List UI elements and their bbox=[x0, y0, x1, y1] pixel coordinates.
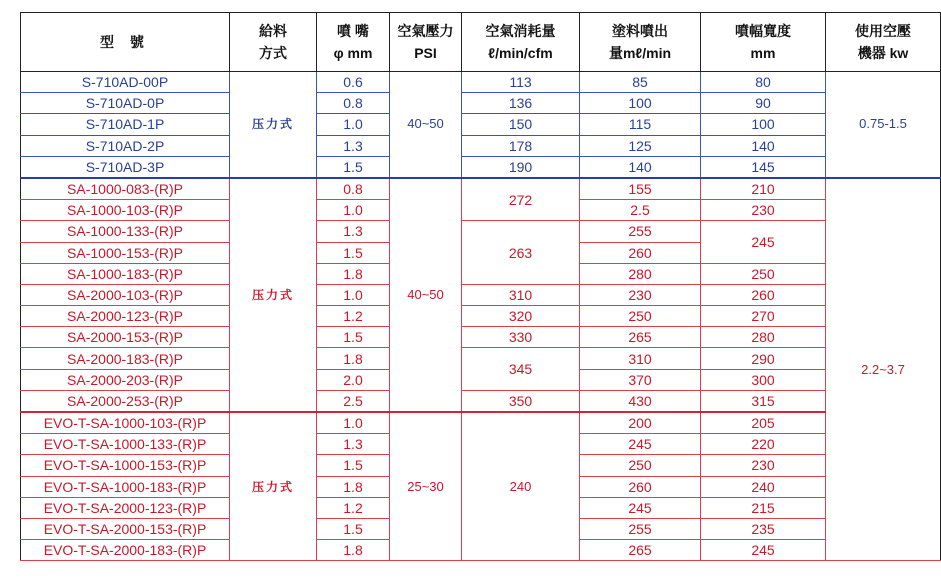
model-cell: EVO-T-SA-2000-153-(R)P bbox=[21, 518, 230, 539]
nozzle-cell: 0.8 bbox=[317, 178, 390, 200]
model-cell: S-710AD-1P bbox=[21, 114, 230, 135]
width-cell: 210 bbox=[701, 178, 826, 200]
flow-cell: 250 bbox=[580, 455, 701, 476]
table-row bbox=[21, 348, 941, 369]
width-cell: 260 bbox=[701, 284, 826, 305]
table-row bbox=[21, 93, 941, 114]
flow-cell: 230 bbox=[580, 284, 701, 305]
pressure-cell: 40~50 bbox=[390, 72, 462, 178]
header-nozzle-l2: φ mm bbox=[333, 45, 373, 61]
header-compressor-l1: 使用空壓 bbox=[855, 23, 911, 39]
nozzle-cell: 1.5 bbox=[317, 327, 390, 348]
header-air-l2: ℓ/min/cfm bbox=[488, 45, 553, 61]
flow-cell: 265 bbox=[580, 540, 701, 561]
header-width-l1: 噴幅寬度 bbox=[735, 23, 791, 39]
feed-method-cell: 压力式 bbox=[230, 412, 317, 561]
table-row bbox=[21, 390, 941, 412]
header-output-l2: 量mℓ/min bbox=[608, 45, 672, 61]
width-cell: 240 bbox=[701, 476, 826, 497]
air-cell: 150 bbox=[462, 114, 580, 135]
flow-cell: 310 bbox=[580, 348, 701, 369]
width-cell: 230 bbox=[701, 200, 826, 221]
header-row bbox=[21, 13, 941, 72]
flow-cell: 260 bbox=[580, 242, 701, 263]
model-cell: S-710AD-2P bbox=[21, 135, 230, 156]
model-cell: EVO-T-SA-2000-123-(R)P bbox=[21, 497, 230, 518]
flow-cell: 255 bbox=[580, 518, 701, 539]
width-cell: 140 bbox=[701, 135, 826, 156]
air-cell: 263 bbox=[462, 221, 580, 285]
header-nozzle bbox=[317, 13, 390, 72]
header-air-l1: 空氣消耗量 bbox=[485, 23, 556, 39]
nozzle-cell: 1.8 bbox=[317, 263, 390, 284]
nozzle-cell: 1.2 bbox=[317, 306, 390, 327]
width-cell: 280 bbox=[701, 327, 826, 348]
air-cell: 350 bbox=[462, 390, 580, 412]
header-nozzle-l1: 噴 嘴 bbox=[337, 23, 369, 39]
nozzle-cell: 1.5 bbox=[317, 156, 390, 178]
flow-cell: 140 bbox=[580, 156, 701, 178]
flow-cell: 265 bbox=[580, 327, 701, 348]
table-row bbox=[21, 327, 941, 348]
nozzle-cell: 1.0 bbox=[317, 412, 390, 434]
model-cell: SA-2000-123-(R)P bbox=[21, 306, 230, 327]
spec-table bbox=[20, 12, 941, 561]
model-cell: SA-1000-083-(R)P bbox=[21, 178, 230, 200]
nozzle-cell: 1.5 bbox=[317, 242, 390, 263]
width-cell: 80 bbox=[701, 72, 826, 93]
model-cell: S-710AD-00P bbox=[21, 72, 230, 93]
width-cell: 230 bbox=[701, 455, 826, 476]
model-cell: SA-2000-253-(R)P bbox=[21, 390, 230, 412]
width-cell: 220 bbox=[701, 434, 826, 455]
model-cell: SA-1000-103-(R)P bbox=[21, 200, 230, 221]
model-cell: SA-2000-203-(R)P bbox=[21, 369, 230, 390]
air-cell: 240 bbox=[462, 412, 580, 561]
table-row bbox=[21, 306, 941, 327]
header-compressor-l2: 機器 kw bbox=[857, 45, 909, 61]
flow-cell: 115 bbox=[580, 114, 701, 135]
width-cell: 215 bbox=[701, 497, 826, 518]
nozzle-cell: 1.8 bbox=[317, 348, 390, 369]
air-cell: 272 bbox=[462, 178, 580, 221]
air-cell: 190 bbox=[462, 156, 580, 178]
feed-method-cell: 压力式 bbox=[230, 178, 317, 412]
flow-cell: 125 bbox=[580, 135, 701, 156]
header-model-label: 型 號 bbox=[100, 34, 150, 50]
flow-cell: 260 bbox=[580, 476, 701, 497]
table-row bbox=[21, 156, 941, 178]
flow-cell: 2.5 bbox=[580, 200, 701, 221]
header-compressor bbox=[826, 13, 941, 72]
model-cell: EVO-T-SA-1000-153-(R)P bbox=[21, 455, 230, 476]
nozzle-cell: 0.8 bbox=[317, 93, 390, 114]
model-cell: S-710AD-0P bbox=[21, 93, 230, 114]
flow-cell: 85 bbox=[580, 72, 701, 93]
compressor-cell: 2.2~3.7 bbox=[826, 178, 941, 561]
nozzle-cell: 1.3 bbox=[317, 135, 390, 156]
model-cell: SA-1000-153-(R)P bbox=[21, 242, 230, 263]
width-cell: 235 bbox=[701, 518, 826, 539]
header-output-l1: 塗料噴出 bbox=[612, 23, 668, 39]
model-cell: S-710AD-3P bbox=[21, 156, 230, 178]
flow-cell: 245 bbox=[580, 434, 701, 455]
flow-cell: 430 bbox=[580, 390, 701, 412]
nozzle-cell: 1.5 bbox=[317, 455, 390, 476]
flow-cell: 280 bbox=[580, 263, 701, 284]
nozzle-cell: 1.0 bbox=[317, 114, 390, 135]
nozzle-cell: 2.0 bbox=[317, 369, 390, 390]
width-cell: 270 bbox=[701, 306, 826, 327]
header-model bbox=[21, 13, 230, 72]
header-method bbox=[230, 13, 317, 72]
nozzle-cell: 2.5 bbox=[317, 390, 390, 412]
model-cell: SA-2000-103-(R)P bbox=[21, 284, 230, 305]
nozzle-cell: 0.6 bbox=[317, 72, 390, 93]
width-cell: 245 bbox=[701, 221, 826, 263]
model-cell: SA-1000-183-(R)P bbox=[21, 263, 230, 284]
width-cell: 290 bbox=[701, 348, 826, 369]
model-cell: EVO-T-SA-1000-103-(R)P bbox=[21, 412, 230, 434]
nozzle-cell: 1.2 bbox=[317, 497, 390, 518]
air-cell: 113 bbox=[462, 72, 580, 93]
model-cell: SA-2000-153-(R)P bbox=[21, 327, 230, 348]
flow-cell: 155 bbox=[580, 178, 701, 200]
model-cell: EVO-T-SA-1000-133-(R)P bbox=[21, 434, 230, 455]
header-air-consumption bbox=[462, 13, 580, 72]
width-cell: 205 bbox=[701, 412, 826, 434]
feed-method-cell: 压力式 bbox=[230, 72, 317, 178]
model-cell: SA-2000-183-(R)P bbox=[21, 348, 230, 369]
nozzle-cell: 1.0 bbox=[317, 284, 390, 305]
width-cell: 100 bbox=[701, 114, 826, 135]
nozzle-cell: 1.5 bbox=[317, 518, 390, 539]
width-cell: 90 bbox=[701, 93, 826, 114]
air-cell: 330 bbox=[462, 327, 580, 348]
model-cell: EVO-T-SA-2000-183-(R)P bbox=[21, 540, 230, 561]
header-width bbox=[701, 13, 826, 72]
table-row bbox=[21, 72, 941, 93]
header-pressure-l1: 空氣壓力 bbox=[397, 23, 454, 39]
flow-cell: 255 bbox=[580, 221, 701, 242]
header-output bbox=[580, 13, 701, 72]
table-row bbox=[21, 135, 941, 156]
table-row bbox=[21, 284, 941, 305]
model-cell: SA-1000-133-(R)P bbox=[21, 221, 230, 242]
flow-cell: 370 bbox=[580, 369, 701, 390]
width-cell: 315 bbox=[701, 390, 826, 412]
compressor-cell: 0.75-1.5 bbox=[826, 72, 941, 178]
air-cell: 178 bbox=[462, 135, 580, 156]
model-cell: EVO-T-SA-1000-183-(R)P bbox=[21, 476, 230, 497]
table-row bbox=[21, 114, 941, 135]
nozzle-cell: 1.0 bbox=[317, 200, 390, 221]
width-cell: 145 bbox=[701, 156, 826, 178]
nozzle-cell: 1.8 bbox=[317, 540, 390, 561]
header-width-l2: mm bbox=[750, 45, 776, 61]
table-row bbox=[21, 412, 941, 434]
header-pressure-l2: PSI bbox=[414, 45, 437, 61]
header-method-l1: 給料 bbox=[259, 23, 287, 39]
air-cell: 320 bbox=[462, 306, 580, 327]
pressure-cell: 25~30 bbox=[390, 412, 462, 561]
header-method-l2: 方式 bbox=[259, 45, 287, 61]
header-pressure bbox=[390, 13, 462, 72]
width-cell: 245 bbox=[701, 540, 826, 561]
flow-cell: 100 bbox=[580, 93, 701, 114]
nozzle-cell: 1.8 bbox=[317, 476, 390, 497]
air-cell: 345 bbox=[462, 348, 580, 390]
width-cell: 300 bbox=[701, 369, 826, 390]
table-row bbox=[21, 178, 941, 200]
width-cell: 250 bbox=[701, 263, 826, 284]
nozzle-cell: 1.3 bbox=[317, 221, 390, 242]
flow-cell: 245 bbox=[580, 497, 701, 518]
pressure-cell: 40~50 bbox=[390, 178, 462, 412]
flow-cell: 200 bbox=[580, 412, 701, 434]
air-cell: 136 bbox=[462, 93, 580, 114]
flow-cell: 250 bbox=[580, 306, 701, 327]
nozzle-cell: 1.3 bbox=[317, 434, 390, 455]
table-row bbox=[21, 221, 941, 242]
air-cell: 310 bbox=[462, 284, 580, 305]
